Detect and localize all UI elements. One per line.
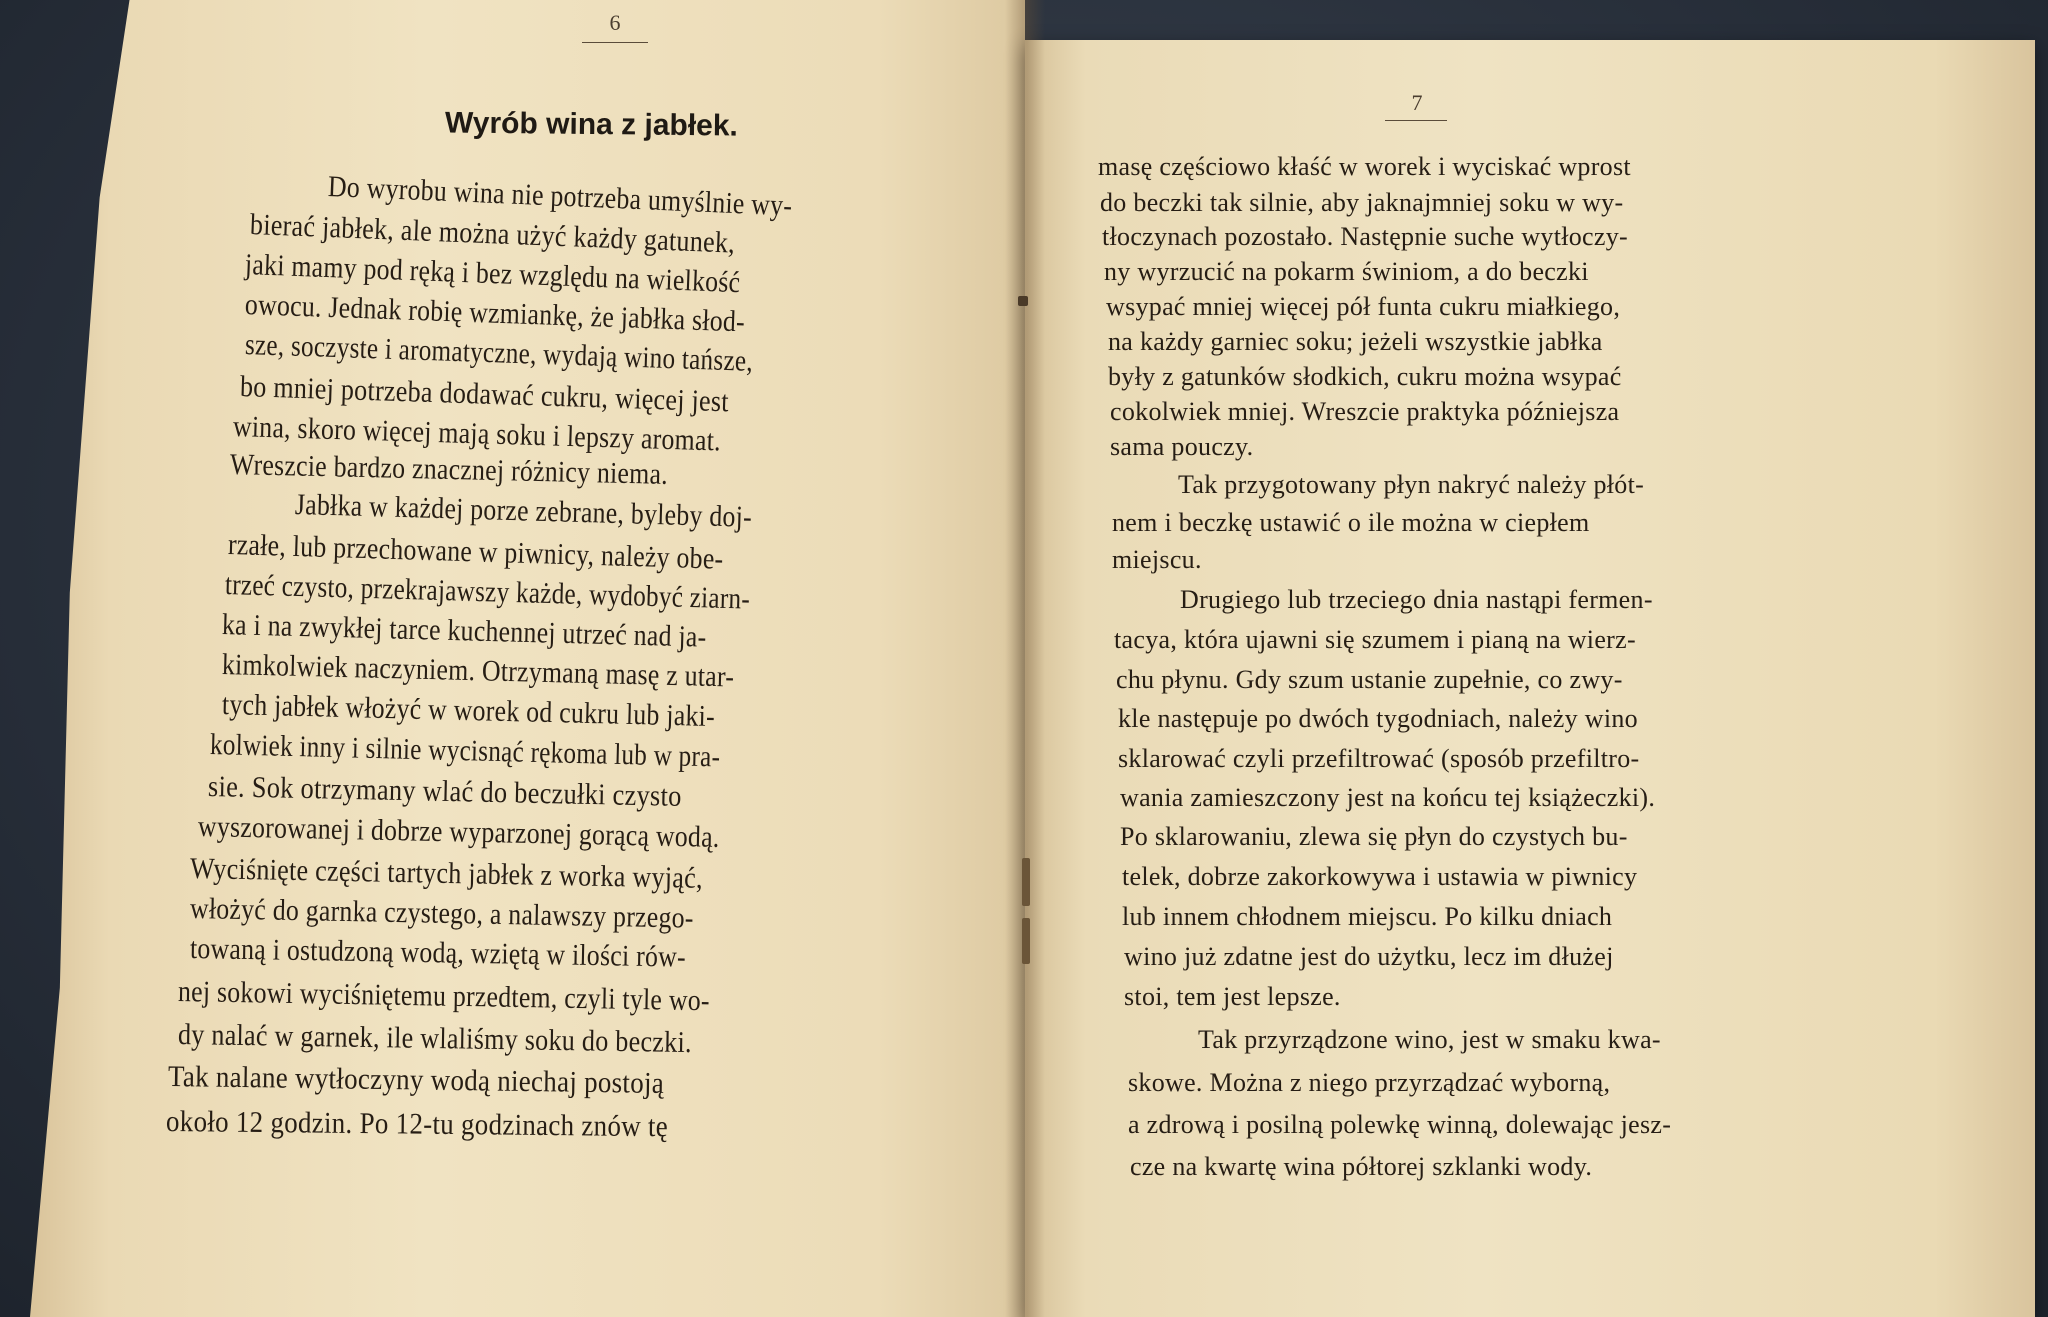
page-number-left: 6 [609, 10, 621, 35]
text-line: Po sklarowaniu, zlewa się płyn do czystych bu- [1120, 822, 1628, 851]
text-line: tacya, która ujawni się szumem i pianą na wierz- [1114, 625, 1636, 654]
text-line: na każdy garniec soku; jeżeli wszystkie jabłka [1108, 327, 1603, 356]
text-line: nem i beczkę ustawić o ile można w ciepłem [1112, 508, 1590, 537]
binding-stitch [1022, 858, 1030, 906]
text-line: wania zamieszczony jest na końcu tej książeczki). [1120, 783, 1656, 812]
text-line: kimkolwiek naczyniem. Otrzymaną masę z utar- [221, 648, 735, 694]
text-line: telek, dobrze zakorkowywa i ustawia w piwnicy [1122, 862, 1638, 891]
text-line: masę częściowo kłaść w worek i wyciskać wprost [1098, 152, 1631, 181]
text-line: Tak przyrządzone wino, jest w smaku kwa- [1198, 1025, 1661, 1054]
text-line: nej sokowi wyciśniętemu przedtem, czyli tyle wo- [177, 975, 711, 1018]
text-line: tłoczynach pozostało. Następnie suche wytłoczy- [1102, 222, 1628, 251]
page-number-rule-left [582, 42, 648, 43]
text-line: ny wyrzucić na pokarm świniom, a do beczki [1104, 257, 1589, 286]
text-line: jaki mamy pod ręką i bez względu na wielkość [244, 248, 741, 300]
text-line: cze na kwartę wina półtorej szklanki wody. [1130, 1152, 1593, 1181]
text-line: sie. Sok otrzymany wlać do beczułki czysto [207, 770, 682, 813]
text-line: trzeć czysto, przekrajawszy każde, wydobyć ziarn- [224, 568, 751, 616]
text-line: owocu. Jednak robię wzmiankę, że jabłka słod- [244, 288, 746, 339]
page-number-right: 7 [1411, 90, 1423, 115]
book-gutter [1005, 0, 1045, 1317]
text-line: kle następuje po dwóch tygodniach, należy wino [1118, 704, 1638, 733]
text-line: sama pouczy. [1110, 432, 1254, 461]
text-line: Jabłka w każdej porze zebrane, byleby doj- [294, 488, 753, 534]
text-line: Wreszcie bardzo znacznej różnicy niema. [229, 448, 669, 491]
binding-stitch [1022, 918, 1030, 964]
text-line: lub innem chłodnem miejscu. Po kilku dniach [1122, 902, 1613, 931]
text-line: tych jabłek włożyć w worek od cukru lub jaki- [221, 688, 716, 734]
text-line: miejscu. [1112, 545, 1202, 574]
text-line: skowe. Można z niego przyrządzać wyborną, [1128, 1068, 1611, 1097]
text-line: Do wyrobu wina nie potrzeba umyślnie wy- [327, 170, 793, 223]
binding-stitch [1018, 296, 1028, 306]
text-line: włożyć do garnka czystego, a nalawszy przego- [189, 892, 694, 935]
chapter-title: Wyrób wina z jabłek. [444, 106, 739, 143]
text-line: bo mniej potrzeba dodawać cukru, więcej jest [239, 370, 730, 419]
text-line: wina, skoro więcej mają soku i lepszy aromat. [232, 410, 722, 458]
text-line: wsypać mniej więcej pół funta cukru miałkiego, [1106, 292, 1621, 321]
text-line: Tak nalane wytłoczyny wodą niechaj postoją [167, 1060, 665, 1100]
text-line: sze, soczyste i aromatyczne, wydają wino tańsze, [244, 328, 754, 378]
text-line: sklarować czyli przefiltrować (sposób przefiltro- [1118, 744, 1640, 773]
text-line: Drugiego lub trzeciego dnia nastąpi fermen- [1180, 585, 1653, 614]
text-line: rzałe, lub przechowane w piwnicy, należy obe- [227, 528, 724, 576]
text-line: Tak przygotowany płyn nakryć należy płót- [1178, 470, 1645, 499]
text-line: a zdrową i posilną polewkę winną, dolewając jesz- [1128, 1110, 1672, 1139]
text-line: Wyciśnięte części tartych jabłek z worka wyjąć, [189, 852, 704, 895]
text-line: stoi, tem jest lepsze. [1124, 982, 1341, 1011]
text-line: bierać jabłek, ale można użyć każdy gatunek, [249, 208, 736, 260]
text-line: towaną i ostudzoną wodą, wziętą w ilości rów- [189, 932, 687, 974]
text-line: wyszorowanej i dobrze wyparzonej gorącą wodą. [197, 810, 720, 854]
text-line: około 12 godzin. Po 12-tu godzinach znów tę [165, 1105, 669, 1144]
text-line: kolwiek inny i silnie wycisnąć rękoma lub w pra- [209, 728, 721, 774]
text-line: do beczki tak silnie, aby jaknajmniej soku w wy- [1100, 188, 1624, 217]
text-line: były z gatunków słodkich, cukru można wsypać [1108, 362, 1622, 391]
page-number-rule-right [1385, 120, 1447, 121]
text-line: wino już zdatne jest do użytku, lecz im dłużej [1124, 942, 1614, 971]
text-line: dy nalać w garnek, ile wlaliśmy soku do beczki. [177, 1018, 693, 1060]
text-line: cokolwiek mniej. Wreszcie praktyka późniejsza [1110, 397, 1620, 426]
text-line: ka i na zwykłej tarce kuchennej utrzeć nad ja- [221, 608, 707, 654]
text-line: chu płynu. Gdy szum ustanie zupełnie, co zwy- [1116, 665, 1623, 694]
